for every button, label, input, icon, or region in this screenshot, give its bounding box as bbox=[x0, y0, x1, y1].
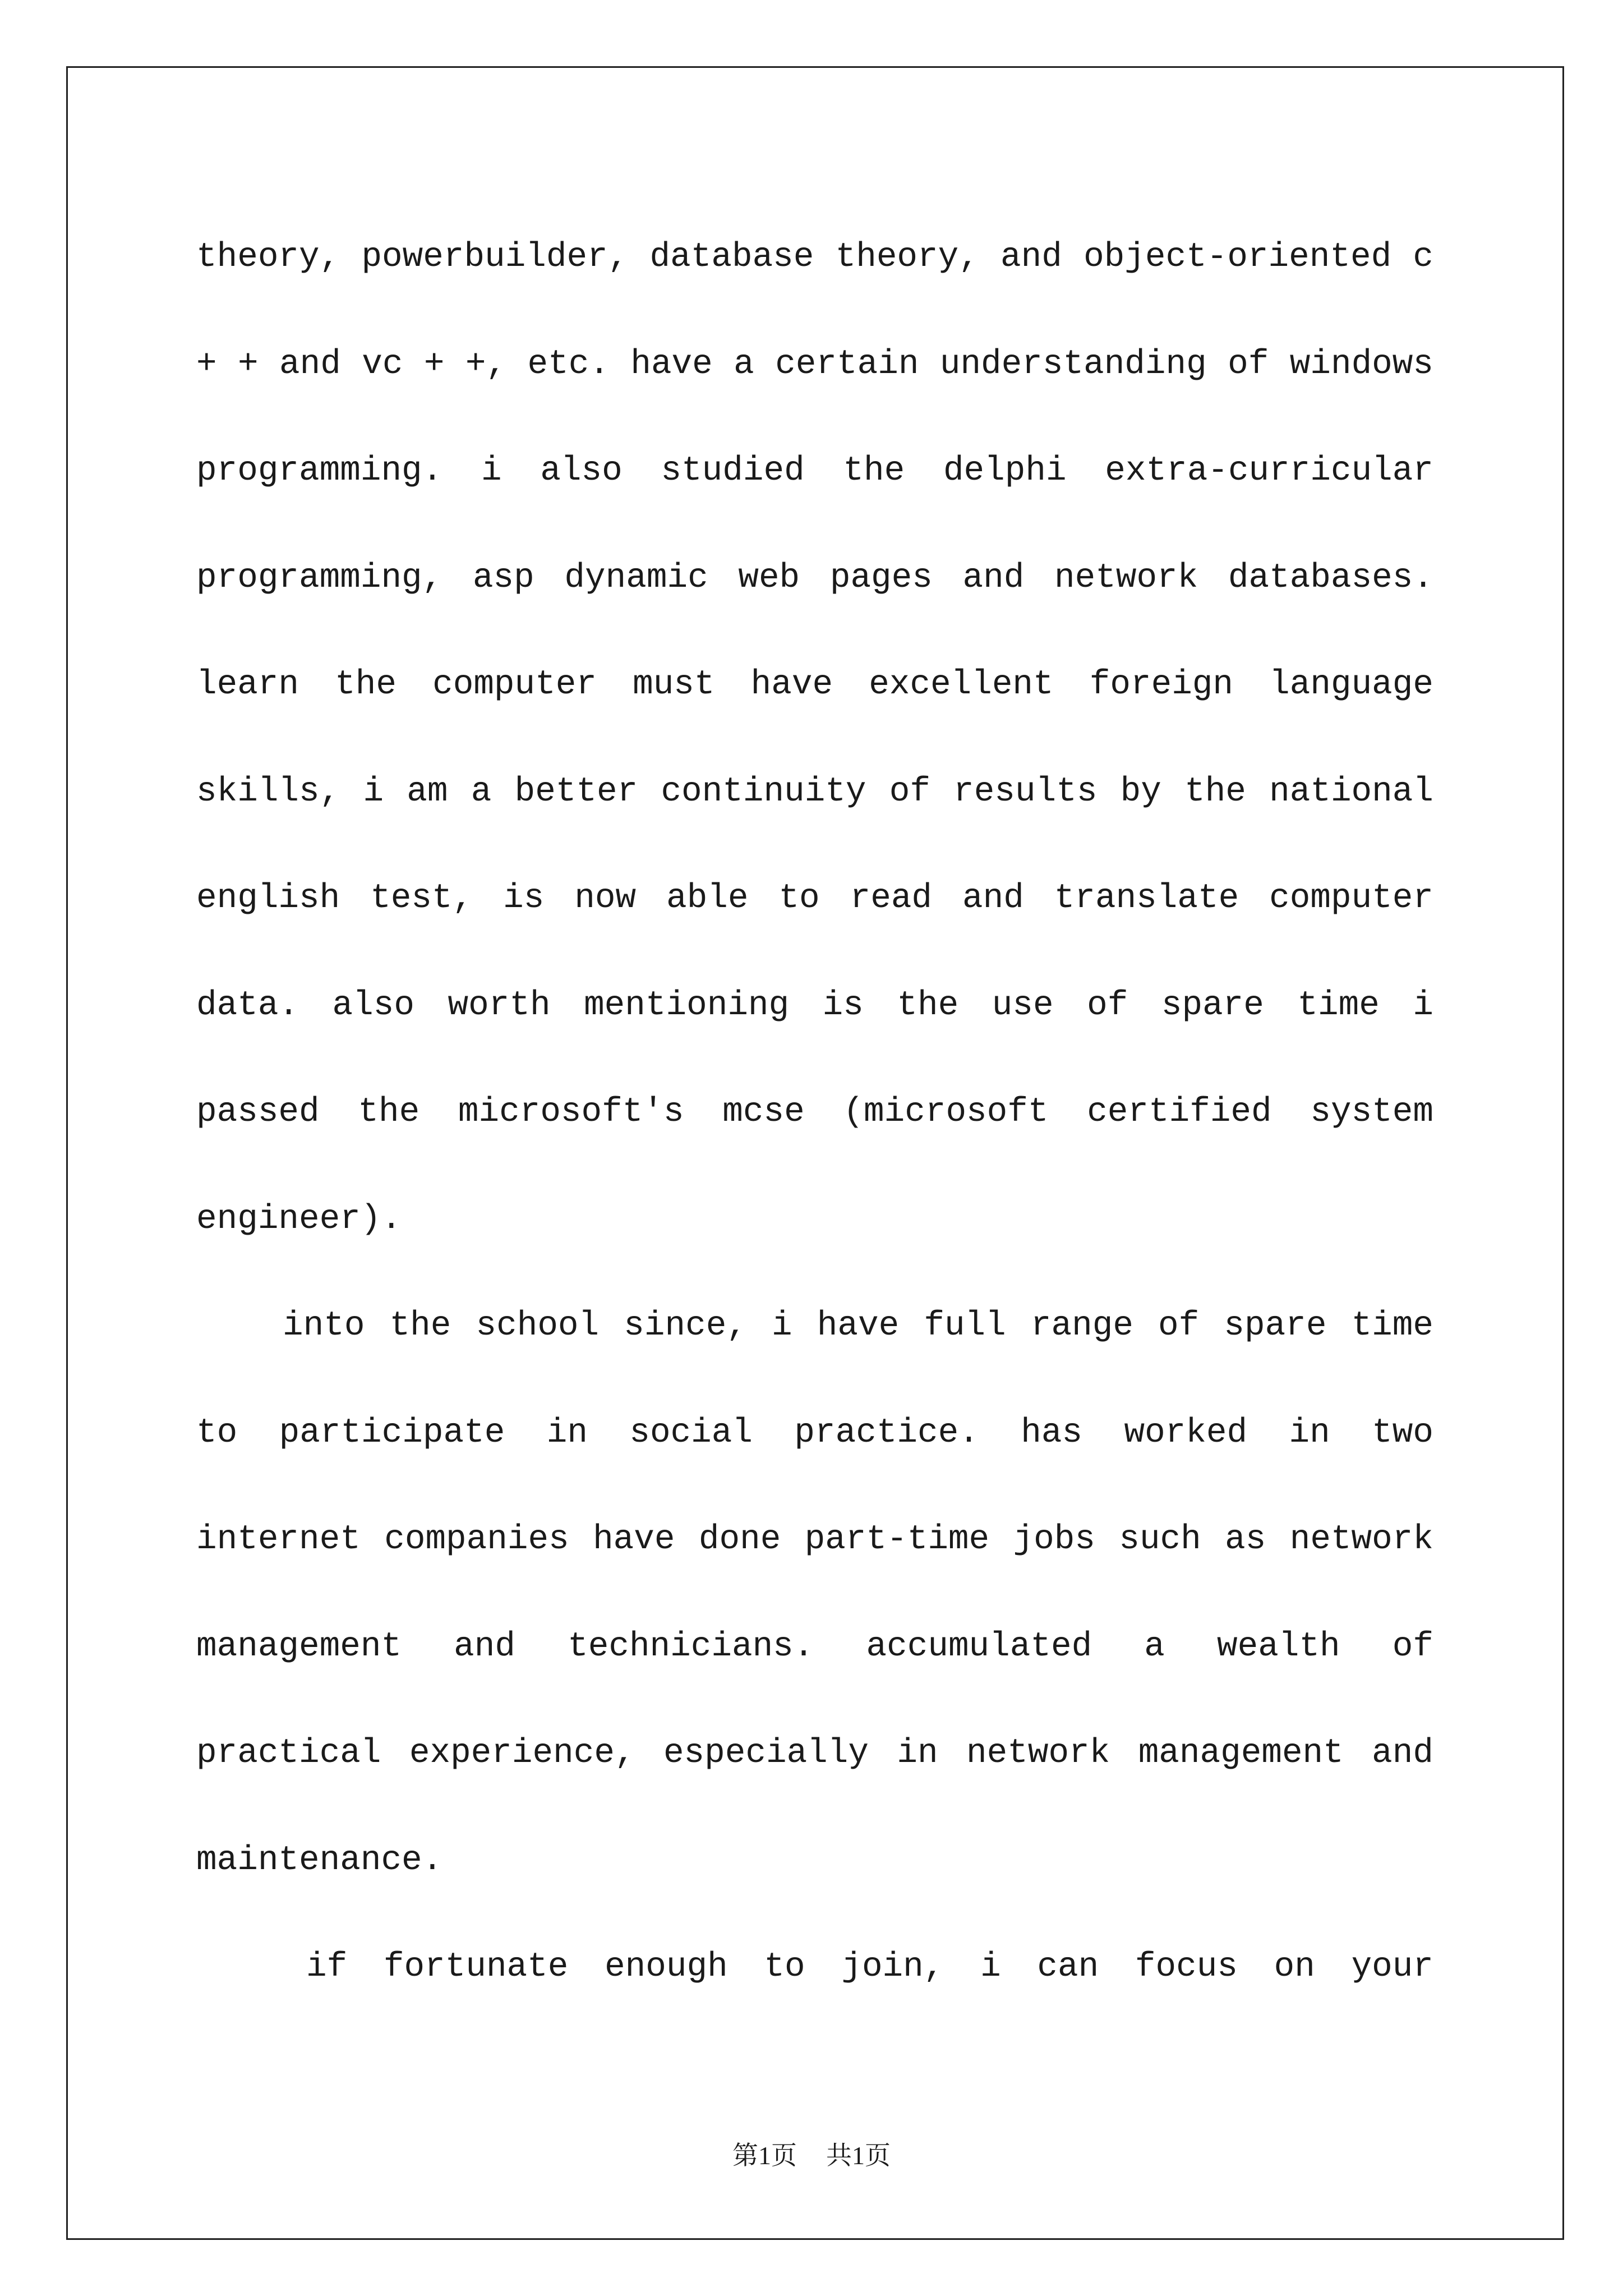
body-line: skills, i am a better continuity of results by the national bbox=[196, 772, 1433, 811]
page-number: 第1页 bbox=[732, 2141, 797, 2170]
body-line: programming, asp dynamic web pages and network databases. bbox=[196, 558, 1433, 597]
page-footer bbox=[0, 2140, 1623, 2171]
body-line: to participate in social practice. has worked in two bbox=[196, 1413, 1433, 1452]
body-line: internet companies have done part-time jobs such as network bbox=[196, 1520, 1433, 1559]
body-line: engineer). bbox=[196, 1199, 402, 1239]
body-line: if fortunate enough to join, i can focus on your bbox=[306, 1948, 1433, 1986]
body-line: english test, is now able to read and translate computer bbox=[196, 879, 1433, 918]
body-line: maintenance. bbox=[196, 1841, 443, 1880]
body-line: + + and vc + +, etc. have a certain understanding of windows bbox=[196, 344, 1433, 384]
paragraph bbox=[196, 1273, 1433, 1914]
body-line: practical experience, especially in network management and bbox=[196, 1734, 1433, 1773]
paragraph bbox=[196, 204, 1433, 1273]
body-line: data. also worth mentioning is the use of spare time i bbox=[196, 986, 1433, 1025]
paragraph bbox=[196, 1914, 1433, 2021]
page-total: 共1页 bbox=[826, 2141, 891, 2170]
body-line: management and technicians. accumulated a wealth of bbox=[196, 1627, 1433, 1666]
body-line: programming. i also studied the delphi extra-curricular bbox=[196, 452, 1433, 490]
body-line: passed the microsoft's mcse (microsoft certified system bbox=[196, 1093, 1433, 1131]
body-line: theory, powerbuilder, database theory, and object-oriented c bbox=[196, 238, 1433, 277]
document-body bbox=[196, 204, 1433, 2021]
body-line: learn the computer must have excellent foreign language bbox=[196, 665, 1433, 704]
body-line: into the school since, i have full range of spare time bbox=[283, 1306, 1433, 1345]
